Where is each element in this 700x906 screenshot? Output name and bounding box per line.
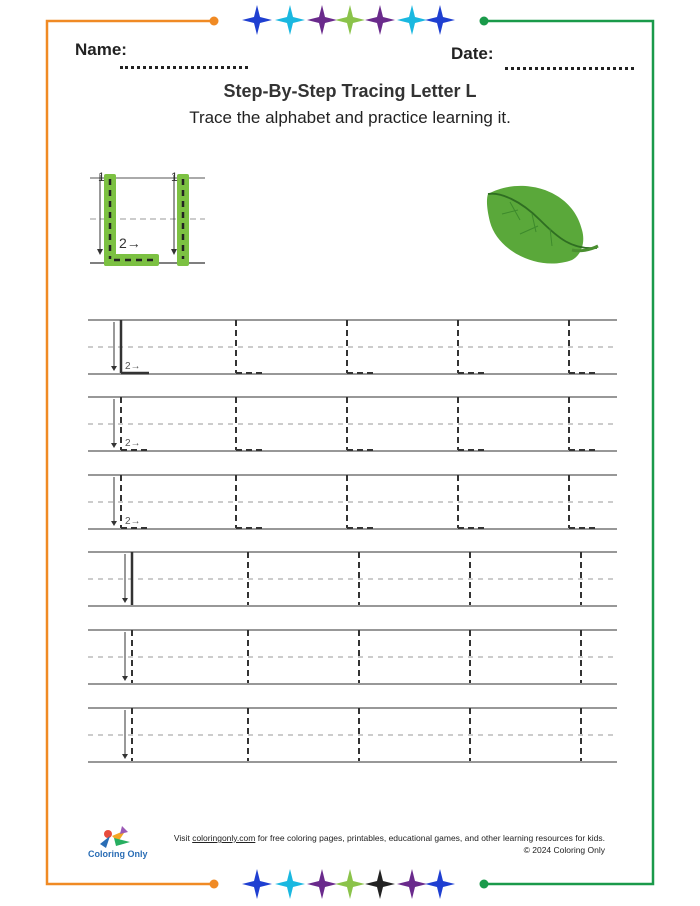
practice-row[interactable] [88,630,617,684]
coloring-only-logo-icon [96,822,136,850]
stroke-1-number: 1 [98,170,105,184]
practice-row[interactable] [88,552,617,606]
stroke-2-hint: 2→ [125,438,141,449]
practice-row[interactable] [88,320,617,374]
date-label: Date: [451,44,494,63]
practice-row[interactable] [88,708,617,762]
footer-link[interactable]: coloringonly.com [192,833,256,843]
footer-info: Visit coloringonly.com for free coloring pages, printables, educational games, and other learning resources for kids. © 2024 Coloring Only [173,833,605,855]
page-title: Step-By-Step Tracing Letter L [223,81,477,101]
page-subtitle: Trace the alphabet and practice learning it. [189,108,511,127]
stroke-2-hint: 2→ [125,516,141,527]
stroke-2-label: 2→ [119,235,141,251]
practice-row[interactable] [88,397,617,451]
logo-text: Coloring Only [88,849,148,859]
practice-row[interactable] [88,475,617,529]
stroke-1b-number: 1 [171,170,178,184]
copyright: © 2024 Coloring Only [523,845,605,855]
stroke-2-hint: 2→ [125,361,141,372]
name-label: Name: [75,40,127,59]
